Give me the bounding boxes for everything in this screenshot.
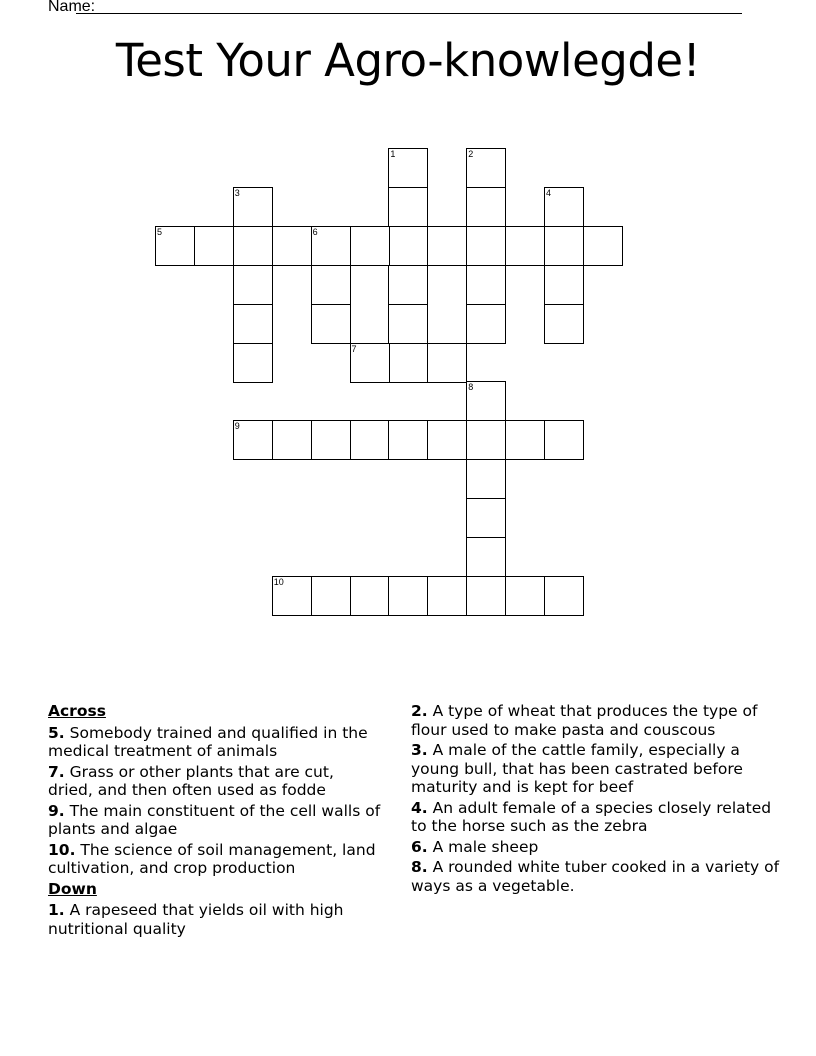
crossword-cell[interactable] — [466, 265, 506, 305]
clue-down-8: 8. A rounded white tuber cooked in a variety of ways as a vegetable. — [411, 858, 780, 895]
name-label: Name: — [48, 0, 96, 15]
crossword-cell[interactable] — [544, 420, 584, 460]
crossword-cell[interactable] — [388, 576, 428, 616]
crossword-cell[interactable] — [272, 420, 312, 460]
crossword-cell[interactable] — [350, 226, 390, 266]
crossword-cell[interactable] — [388, 304, 428, 344]
crossword-cell[interactable] — [272, 576, 312, 616]
crossword-cell[interactable] — [466, 148, 506, 188]
crossword-cell[interactable] — [233, 304, 273, 344]
clue-number: 9 — [234, 421, 240, 432]
crossword-cell[interactable] — [466, 304, 506, 344]
crossword-cell[interactable] — [505, 226, 545, 266]
clue-number: 10 — [273, 576, 284, 587]
crossword-cell[interactable] — [466, 187, 506, 227]
crossword-cell[interactable] — [233, 265, 273, 305]
crossword-cell[interactable] — [311, 304, 351, 344]
crossword-cell[interactable] — [544, 226, 584, 266]
crossword-cell[interactable] — [272, 226, 312, 266]
crossword-cell[interactable] — [466, 226, 506, 266]
crossword-cell[interactable] — [388, 187, 428, 227]
clue-number: 1 — [390, 149, 396, 159]
crossword-cell[interactable] — [505, 420, 545, 460]
clue-down-4: 4. An adult female of a species closely related to the horse such as the zebra — [411, 798, 772, 835]
clues-right-column — [411, 702, 781, 897]
clue-number: 8 — [468, 382, 474, 393]
crossword-cell[interactable] — [427, 576, 467, 616]
crossword-cell[interactable] — [427, 420, 467, 460]
crossword-cell[interactable] — [544, 576, 584, 616]
clue-down-1: 1. A rapeseed that yields oil with high nutritional quality — [48, 901, 344, 938]
crossword-cell[interactable] — [233, 187, 273, 227]
crossword-cell[interactable] — [466, 498, 506, 538]
crossword-cell[interactable] — [350, 576, 390, 616]
crossword-cell[interactable] — [311, 265, 351, 305]
crossword-cell[interactable] — [466, 459, 506, 499]
clue-number: 7 — [351, 343, 357, 354]
clue-across-10: 10. The science of soil management, land cultivation, and crop production — [48, 840, 376, 877]
crossword-cell[interactable] — [505, 576, 545, 616]
crossword-cell[interactable] — [155, 226, 195, 266]
clues-left-column — [48, 702, 383, 940]
crossword-cell[interactable] — [388, 420, 428, 460]
crossword-cell[interactable] — [427, 343, 467, 383]
clue-number: 3 — [234, 187, 240, 198]
clue-down-6: 6. A male sheep — [411, 837, 539, 856]
crossword-cell[interactable] — [233, 226, 273, 266]
clue-number: 2 — [468, 149, 474, 159]
name-input-line[interactable] — [76, 13, 742, 14]
across-heading: Across — [48, 702, 106, 720]
crossword-cell[interactable] — [583, 226, 623, 266]
crossword-cell[interactable] — [388, 265, 428, 305]
crossword-cell[interactable] — [350, 343, 390, 383]
crossword-cell[interactable] — [466, 381, 506, 421]
crossword-cell[interactable] — [311, 226, 351, 266]
crossword-cell[interactable] — [544, 265, 584, 305]
down-heading: Down — [48, 879, 97, 898]
clue-down-3: 3. A male of the cattle family, especially a young bull, that has been castrated before maturity and is kept for beef — [411, 741, 743, 796]
clue-across-5: 5. Somebody trained and qualified in the medical treatment of animals — [48, 723, 368, 760]
crossword-cell[interactable] — [466, 576, 506, 616]
crossword-cell[interactable] — [233, 343, 273, 383]
crossword-cell[interactable] — [466, 537, 506, 577]
crossword-cell[interactable] — [311, 420, 351, 460]
crossword-cell[interactable] — [388, 343, 428, 383]
clue-down-2: 2. A type of wheat that produces the type of flour used to make pasta and couscous — [411, 702, 758, 739]
crossword-cell[interactable] — [427, 226, 467, 266]
crossword-cell[interactable] — [311, 576, 351, 616]
clue-across-7: 7. Grass or other plants that are cut, dried, and then often used as fodde — [48, 762, 334, 799]
crossword-cell[interactable] — [233, 420, 273, 460]
crossword-cell[interactable] — [544, 187, 584, 227]
crossword-cell[interactable] — [466, 420, 506, 460]
clue-number: 6 — [312, 226, 318, 237]
crossword-cell[interactable] — [388, 148, 428, 188]
crossword-cell[interactable] — [350, 420, 390, 460]
crossword-cell[interactable] — [194, 226, 234, 266]
page-title: Test Your Agro-knowlegde! — [115, 34, 701, 87]
crossword-cell[interactable] — [388, 226, 428, 266]
clue-number: 4 — [546, 187, 552, 198]
crossword-cell[interactable] — [544, 304, 584, 344]
clue-across-9: 9. The main constituent of the cell walls of plants and algae — [48, 801, 381, 838]
clue-number: 5 — [157, 226, 163, 237]
